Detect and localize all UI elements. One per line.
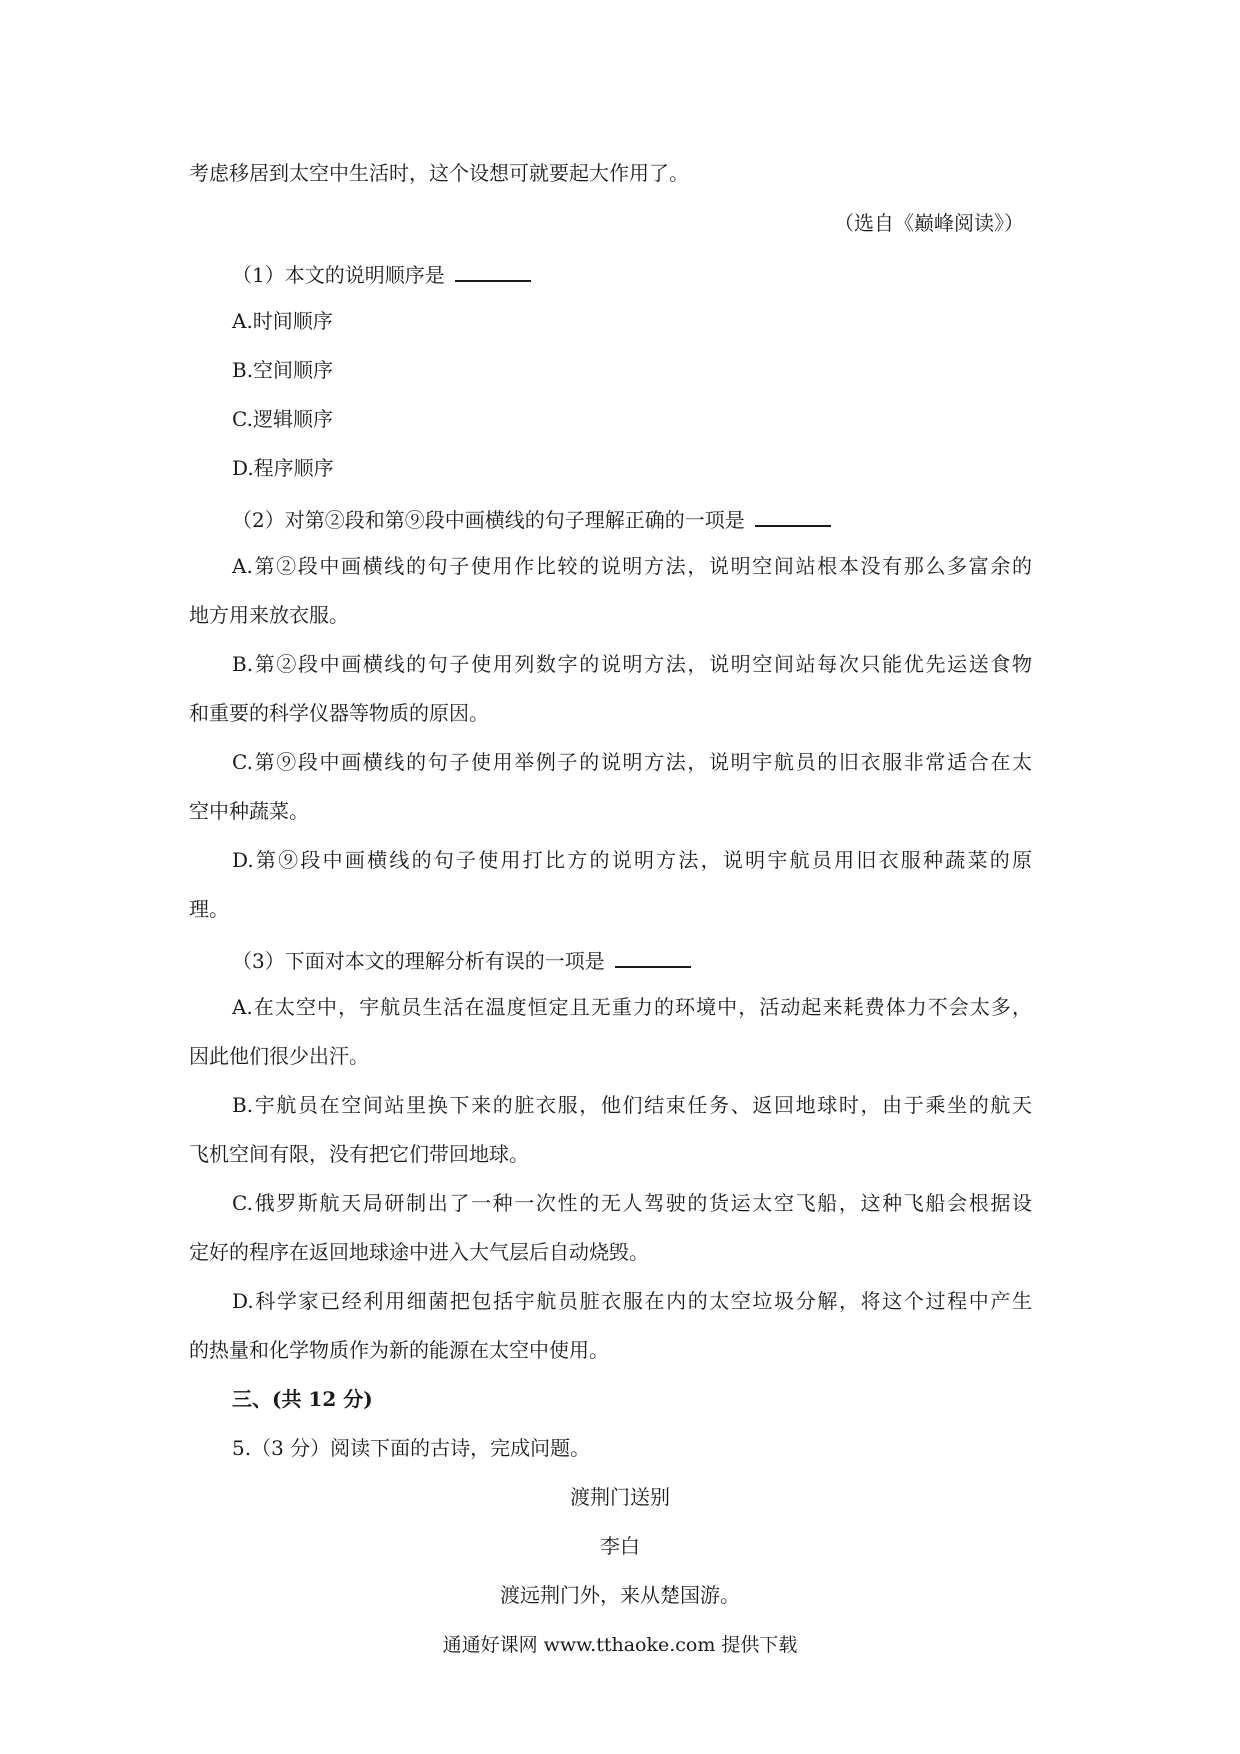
passage-source: （选自《巅峰阅读》）	[834, 211, 1024, 235]
q5-stem: 5.（3 分）阅读下面的古诗，完成问题。	[232, 1436, 591, 1460]
q3-option-c-line1: C.俄罗斯航天局研制出了一种一次性的无人驾驶的货运太空飞船，这种飞船会根据设	[232, 1191, 1032, 1215]
q3-option-b-line1: B.宇航员在空间站里换下来的脏衣服，他们结束任务、返回地球时，由于乘坐的航天	[232, 1093, 1032, 1117]
passage-tail: 考虑移居到太空中生活时，这个设想可就要起大作用了。	[189, 161, 689, 185]
q2-option-d-line1: D.第⑨段中画横线的句子使用打比方的说明方法，说明宇航员用旧衣服种蔬菜的原	[232, 848, 1032, 872]
poem-line: 渡远荆门外，来从楚国游。	[500, 1583, 740, 1607]
q2-stem	[232, 507, 831, 530]
q3-option-d-line1: D.科学家已经利用细菌把包括宇航员脏衣服在内的太空垃圾分解，将这个过程中产生	[232, 1289, 1032, 1313]
q1-stem-text: （1）本文的说明顺序是	[232, 263, 445, 287]
q3-option-d-line2: 的热量和化学物质作为新的能源在太空中使用。	[189, 1338, 609, 1362]
q1-stem	[232, 262, 531, 285]
q3-option-b-line2: 飞机空间有限，没有把它们带回地球。	[189, 1142, 529, 1166]
q3-option-a-line2: 因此他们很少出汗。	[189, 1044, 369, 1068]
q3-stem-text: （3）下面对本文的理解分析有误的一项是	[232, 949, 605, 973]
q2-option-a-line2: 地方用来放衣服。	[189, 603, 349, 627]
q1-option-a: A.时间顺序	[232, 309, 333, 333]
q3-option-a-line1: A.在太空中，宇航员生活在温度恒定且无重力的环境中，活动起来耗费体力不会太多，	[232, 995, 1032, 1019]
q1-option-c: C.逻辑顺序	[232, 407, 333, 431]
q2-option-b-line1: B.第②段中画横线的句子使用列数字的说明方法，说明空间站每次只能优先运送食物	[232, 652, 1032, 676]
q2-option-b-line2: 和重要的科学仪器等物质的原因。	[189, 701, 489, 725]
q2-answer-blank	[755, 507, 831, 527]
q3-option-c-line2: 定好的程序在返回地球途中进入大气层后自动烧毁。	[189, 1240, 649, 1264]
q2-option-c-line2: 空中种蔬菜。	[189, 799, 309, 823]
poem-title: 渡荆门送别	[570, 1485, 670, 1509]
q2-option-a-line1: A.第②段中画横线的句子使用作比较的说明方法，说明空间站根本没有那么多富余的	[232, 554, 1032, 578]
q2-stem-text: （2）对第②段和第⑨段中画横线的句子理解正确的一项是	[232, 508, 745, 532]
q3-answer-blank	[615, 948, 691, 968]
q1-option-b: B.空间顺序	[232, 358, 334, 382]
q2-option-d-line2: 理。	[189, 897, 229, 921]
section-heading: 三、(共 12 分)	[232, 1387, 373, 1411]
poem-author: 李白	[600, 1534, 640, 1558]
q1-answer-blank	[455, 262, 531, 282]
footer-text: 通通好课网 www.tthaoke.com 提供下载	[442, 1634, 798, 1656]
q3-stem	[232, 948, 691, 971]
q1-option-d: D.程序顺序	[232, 456, 334, 480]
q2-option-c-line1: C.第⑨段中画横线的句子使用举例子的说明方法，说明宇航员的旧衣服非常适合在太	[232, 750, 1032, 774]
